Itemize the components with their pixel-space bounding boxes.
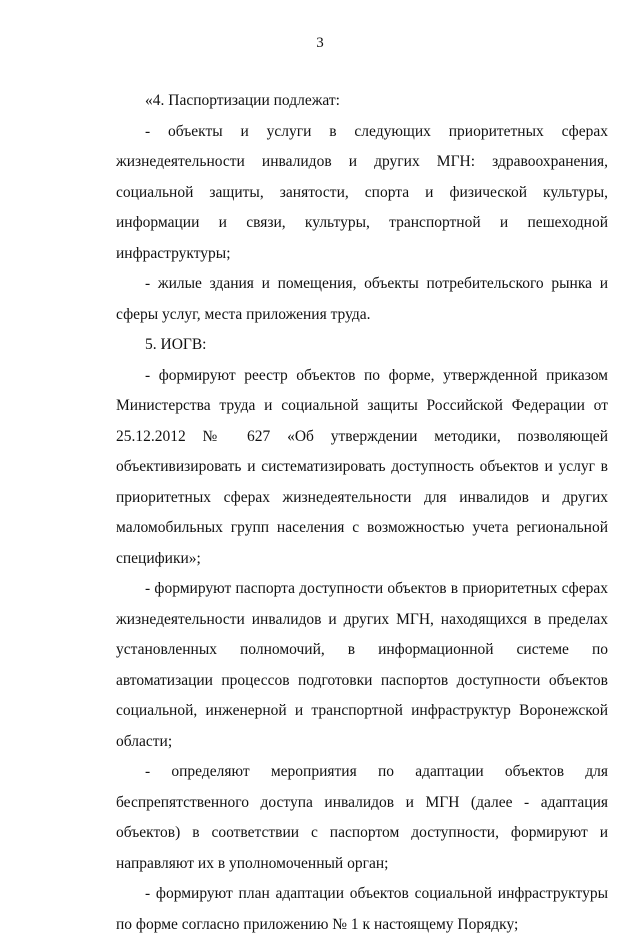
paragraph-residential-buildings: - жилые здания и помещения, объекты потребительского рынка и сферы услуг, места приложения труда.: [116, 275, 608, 323]
paragraph-adaptation-measures: - определяют мероприятия по адаптации объектов для беспрепятственного доступа инвалидов и МГН (далее - адаптация объектов) в соответствии с паспортом доступности, формируют и направляют их в уполномоченный орган;: [116, 763, 608, 872]
paragraph-section-4-heading: «4. Паспортизации подлежат:: [145, 92, 340, 109]
paragraph-accessibility-passports: - формируют паспорта доступности объектов в приоритетных сферах жизнедеятельности инвалидов и других МГН, находящихся в пределах установленных полномочий, в информационной системе по автоматизации процессов подготовки паспортов доступности объектов социальной, инженерной и транспортной инфраструктур Воронежской области;: [116, 580, 608, 750]
paragraph-section-5-heading: 5. ИОГВ:: [145, 336, 207, 353]
paragraph-registry: - формируют реестр объектов по форме, утвержденной приказом Министерства труда и социальной защиты Российской Федерации от 25.12.2012 № 627 «Об утверждении методики, позволяющей объективизировать и систематизировать доступность объектов и услуг в приоритетных сферах жизнедеятельности для инвалидов и других маломобильных групп населения с возможностью учета региональной специфики»;: [116, 366, 608, 567]
paragraph-adaptation-plan: - формируют план адаптации объектов социальной инфраструктуры по форме согласно приложению № 1 к настоящему Порядку;: [116, 885, 608, 933]
document-body: [116, 80, 608, 940]
paragraph-priority-spheres: - объекты и услуги в следующих приоритетных сферах жизнедеятельности инвалидов и других МГН: здравоохранения, социальной защиты, занятости, спорта и физической культуры, информации и связи, культуры, транспортной и пешеходной инфраструктуры;: [116, 122, 608, 262]
page-number: 3: [316, 35, 324, 51]
